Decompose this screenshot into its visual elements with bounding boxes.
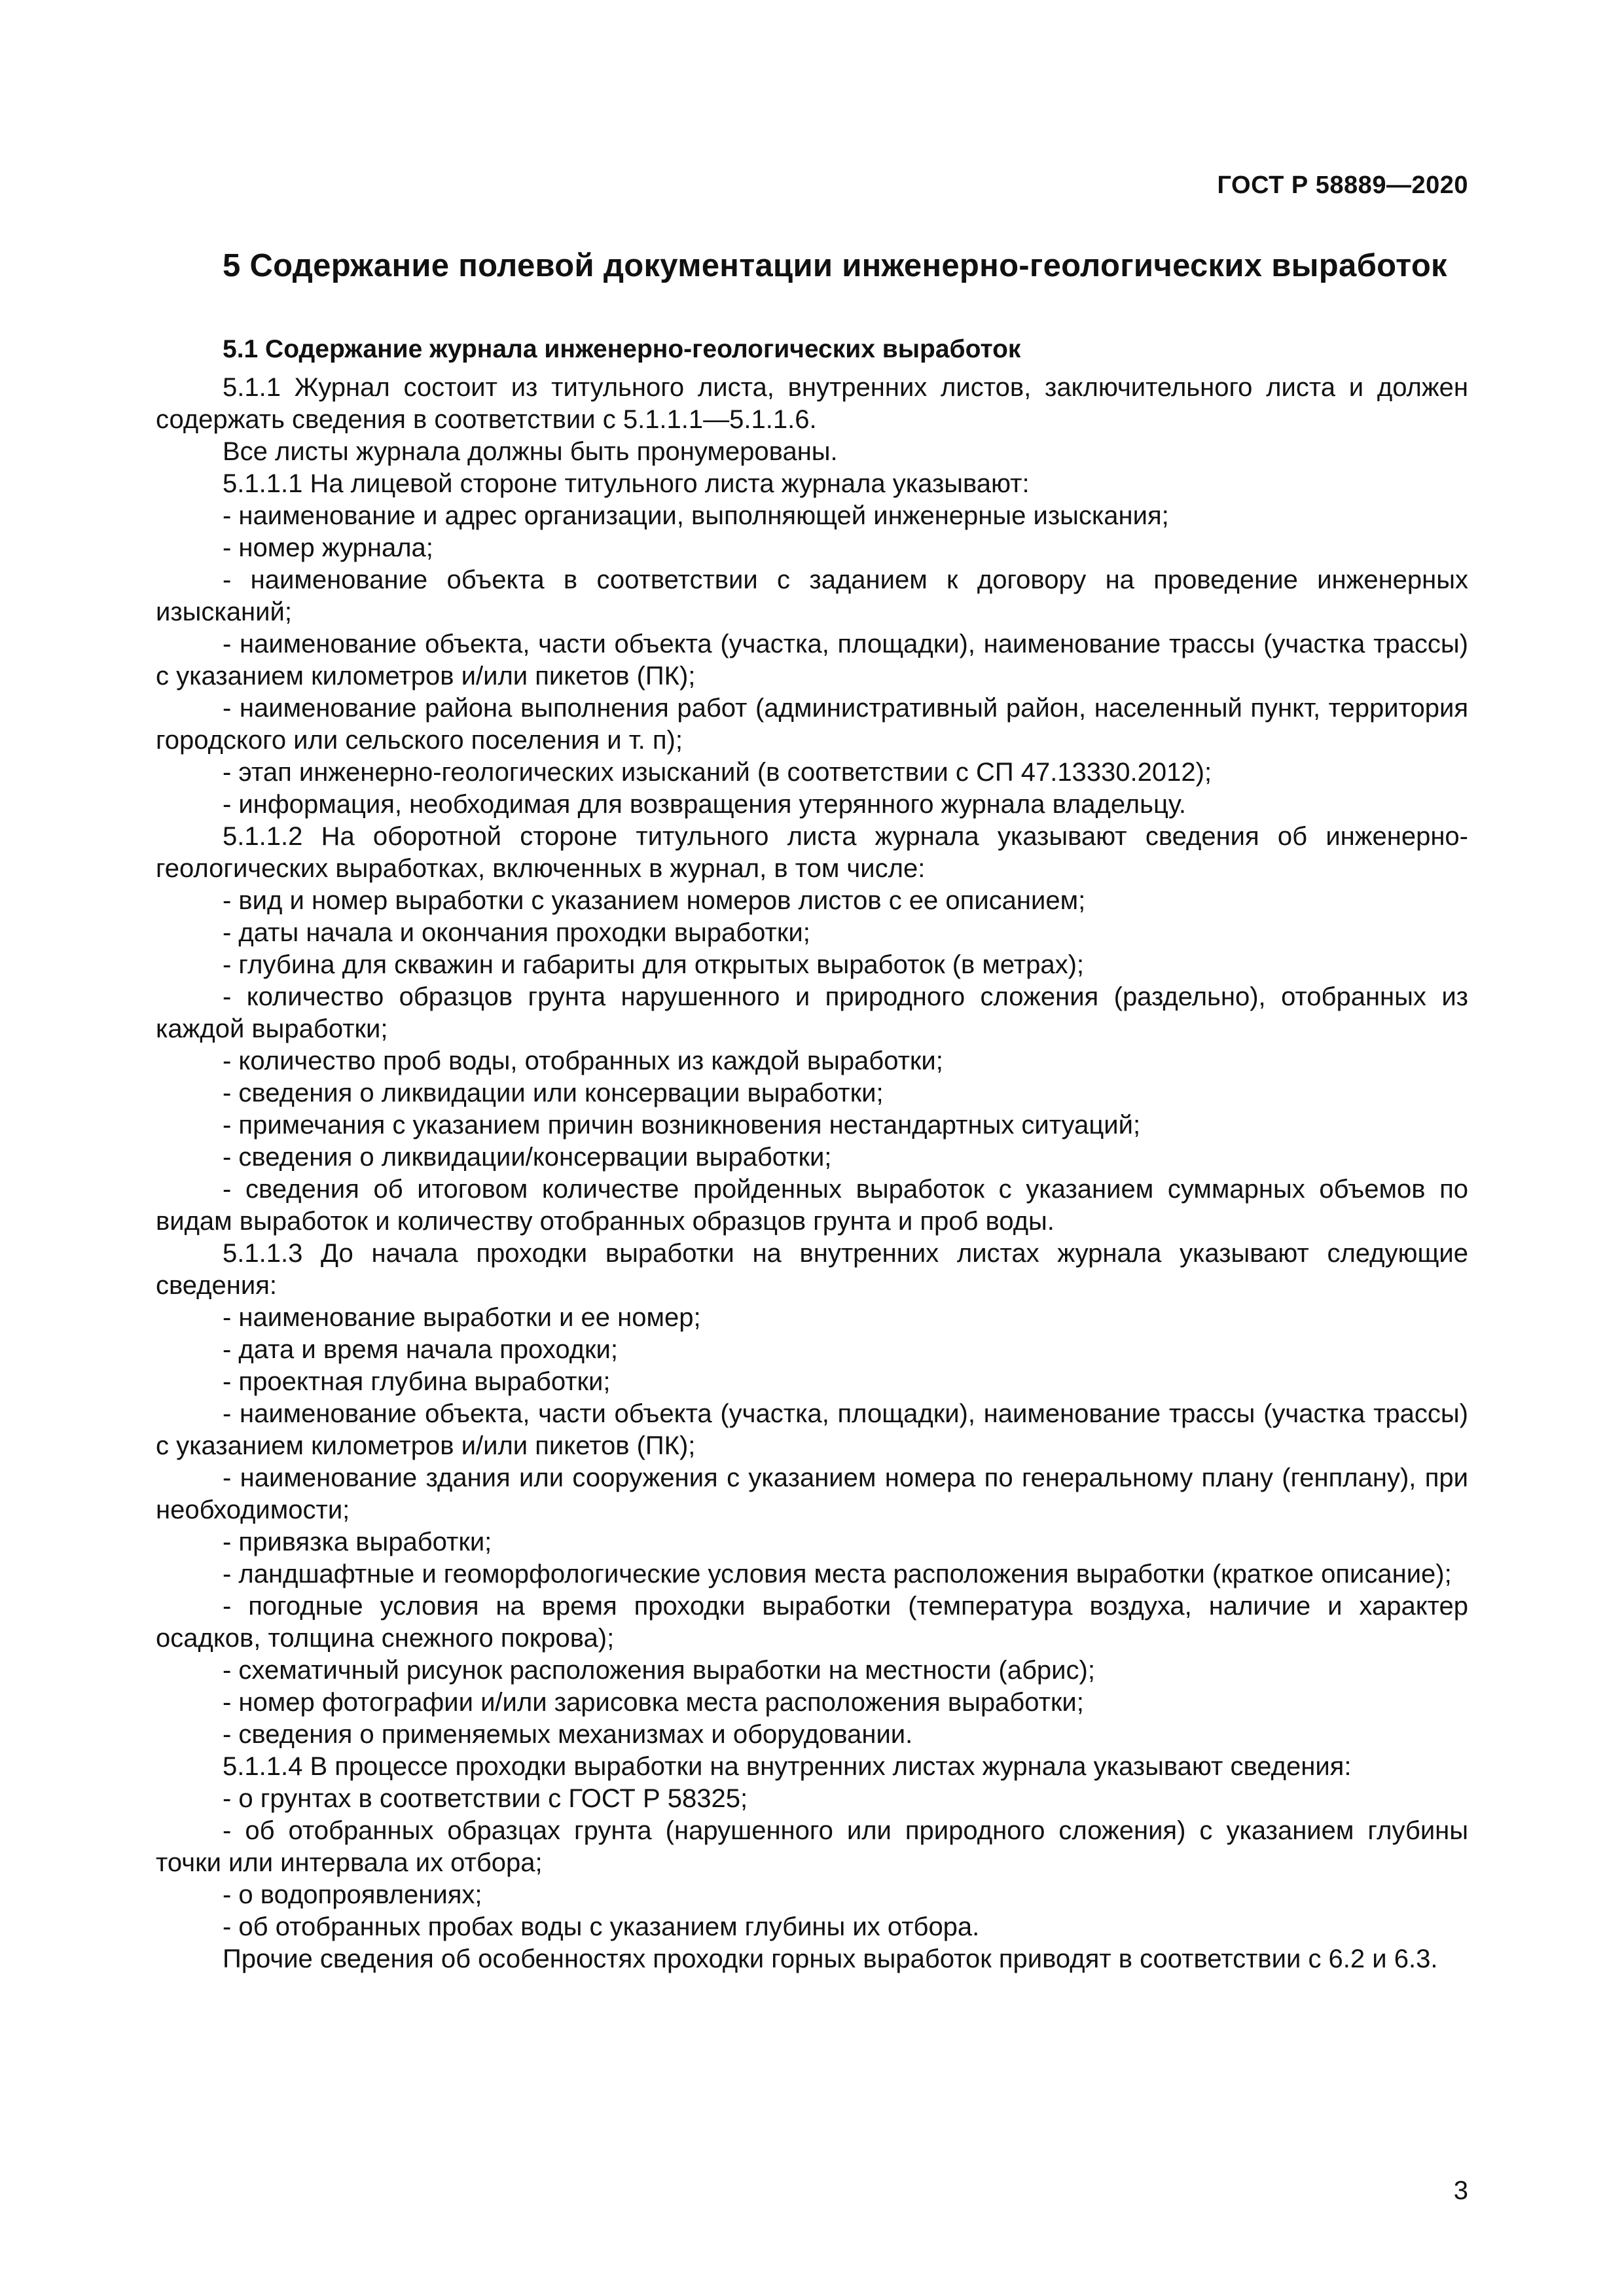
- subsection-title: 5.1 Содержание журнала инженерно-геологических выработок: [223, 335, 1021, 363]
- paragraph: Прочие сведения об особенностях проходки горных выработок приводят в соответствии с 6.2 и 6.3.: [223, 1945, 1438, 1973]
- list-item: - наименование района выполнения работ (административный район, населенный пункт, территория городского или сельского поселения и т. п);: [156, 694, 1468, 755]
- list-item: - схематичный рисунок расположения выработки на местности (абрис);: [223, 1656, 1095, 1685]
- list-item: - наименование выработки и ее номер;: [223, 1303, 701, 1332]
- list-item: - номер фотографии и/или зарисовка места расположения выработки;: [223, 1688, 1084, 1717]
- paragraph: 5.1.1 Журнал состоит из титульного листа, внутренних листов, заключительного листа и должен содержать сведения в соответствии с 5.1.1.1—5.1.1.6.: [156, 373, 1468, 434]
- list-item: - дата и время начала проходки;: [223, 1335, 619, 1364]
- list-item: - наименование объекта, части объекта (участка, площадки), наименование трассы (участка трассы) с указанием километров и/или пикетов (ПК);: [156, 1399, 1468, 1460]
- list-item: - примечания с указанием причин возникновения нестандартных ситуаций;: [223, 1111, 1141, 1139]
- list-item: - сведения о ликвидации или консервации выработки;: [223, 1079, 884, 1107]
- list-item: - наименование объекта в соответствии с заданием к договору на проведение инженерных изысканий;: [156, 565, 1468, 626]
- list-item: - глубина для скважин и габариты для открытых выработок (в метрах);: [223, 950, 1085, 979]
- list-item: - наименование и адрес организации, выполняющей инженерные изыскания;: [223, 501, 1169, 530]
- list-item: - наименование здания или сооружения с указанием номера по генеральному плану (генплану), при необходимости;: [156, 1463, 1468, 1524]
- list-item: - погодные условия на время проходки выработки (температура воздуха, наличие и характер осадков, толщина снежного покрова);: [156, 1592, 1468, 1653]
- list-item: - наименование объекта, части объекта (участка, площадки), наименование трассы (участка трассы) с указанием километров и/или пикетов (ПК);: [156, 630, 1468, 691]
- body-text: [156, 372, 1468, 1975]
- list-item: - проектная глубина выработки;: [223, 1367, 611, 1396]
- paragraph: 5.1.1.1 На лицевой стороне титульного листа журнала указывают:: [223, 469, 1030, 498]
- list-item: - ландшафтные и геоморфологические условия места расположения выработки (краткое описание);: [223, 1560, 1452, 1588]
- list-item: - номер журнала;: [223, 533, 433, 562]
- section-title: 5 Содержание полевой документации инженерно-геологических выработок: [223, 248, 1447, 283]
- list-item: - привязка выработки;: [223, 1528, 492, 1556]
- list-item: - вид и номер выработки с указанием номеров листов с ее описанием;: [223, 886, 1086, 915]
- paragraph: Все листы журнала должны быть пронумерованы.: [223, 437, 838, 466]
- list-item: - сведения о применяемых механизмах и оборудовании.: [223, 1720, 913, 1749]
- list-item: - даты начала и окончания проходки выработки;: [223, 918, 810, 947]
- list-item: - о грунтах в соответствии с ГОСТ Р 58325;: [223, 1784, 748, 1813]
- list-item: - этап инженерно-геологических изысканий (в соответствии с СП 47.13330.2012);: [223, 758, 1212, 787]
- list-item: - сведения о ликвидации/консервации выработки;: [223, 1143, 832, 1172]
- list-item: - о водопроявлениях;: [223, 1880, 482, 1909]
- page-number: 3: [1453, 2176, 1468, 2205]
- paragraph: 5.1.1.2 На оборотной стороне титульного листа журнала указывают сведения об инженерно-геологических выработках, включенных в журнал, в том числе:: [156, 822, 1468, 883]
- document-code: ГОСТ Р 58889—2020: [1217, 171, 1468, 199]
- list-item: - количество проб воды, отобранных из каждой выработки;: [223, 1047, 943, 1075]
- paragraph: 5.1.1.4 В процессе проходки выработки на внутренних листах журнала указывают сведения:: [223, 1752, 1352, 1781]
- list-item: - об отобранных образцах грунта (нарушенного или природного сложения) с указанием глубины точки или интервала их отбора;: [156, 1816, 1468, 1877]
- list-item: - об отобранных пробах воды с указанием глубины их отбора.: [223, 1912, 980, 1941]
- list-item: - сведения об итоговом количестве пройденных выработок с указанием суммарных объемов по видам выработок и количеству отобранных образцов грунта и проб воды.: [156, 1175, 1468, 1236]
- paragraph: 5.1.1.3 До начала проходки выработки на внутренних листах журнала указывают следующие сведения:: [156, 1239, 1468, 1300]
- list-item: - количество образцов грунта нарушенного и природного сложения (раздельно), отобранных из каждой выработки;: [156, 982, 1468, 1043]
- list-item: - информация, необходимая для возвращения утерянного журнала владельцу.: [223, 790, 1186, 819]
